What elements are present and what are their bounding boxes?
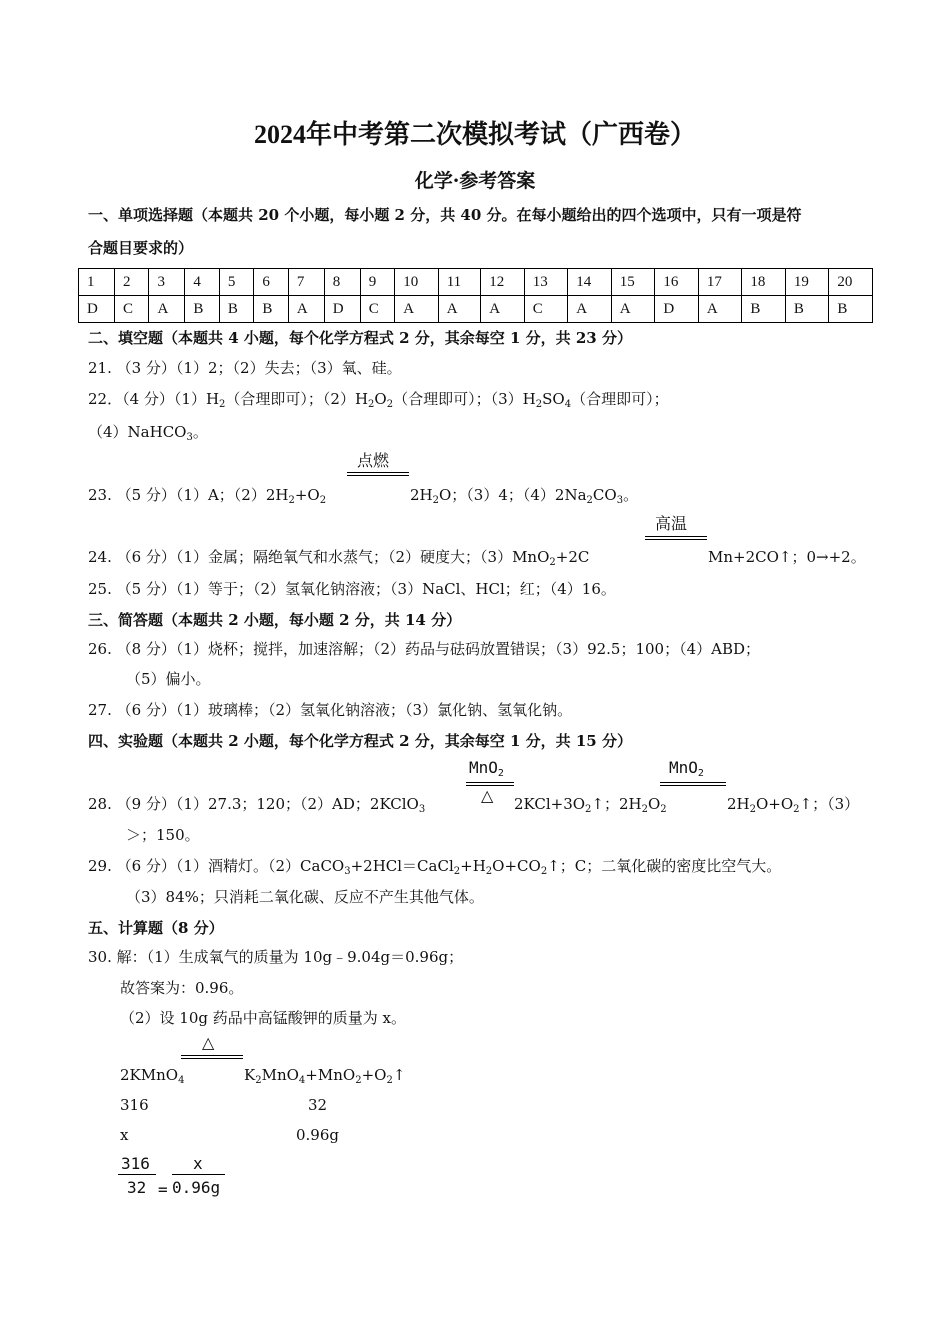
section-2-heading: 二、填空题（本题共 4 小题，每个化学方程式 2 分，其余每空 1 分，共 23 分） — [88, 329, 632, 347]
answer-choice-cell: A — [481, 296, 525, 323]
section-1-heading-cont: 合题目要求的） — [88, 239, 194, 257]
answer-27: 27. （6 分）（1）玻璃棒；（2）氢氧化钠溶液；（3）氯化钠、氢氧化钠。 — [88, 701, 573, 719]
question-number-cell: 6 — [254, 269, 288, 296]
answer-28-part3: $2H_2O+O_2↑$；（3） — [727, 795, 860, 815]
answer-28-part1: 28. （9 分）（1）27.3；120；（2）AD；2KClO$_3$ — [88, 795, 426, 815]
answer-24-part2: Mn+2CO↑；0→+2。 — [708, 548, 866, 566]
answer-choice-cell: A — [438, 296, 481, 323]
molar-mass-right: 32 — [308, 1096, 328, 1114]
answer-choice-cell: A — [395, 296, 439, 323]
answer-choice-cell: C — [360, 296, 394, 323]
question-number-cell: 16 — [655, 269, 699, 296]
reaction-equals-bar — [660, 782, 726, 786]
equation-reactant: 2KMnO$_4$ — [120, 1066, 185, 1086]
question-number-cell: 12 — [481, 269, 525, 296]
answer-23-part1: 23. （5 分）（1）A；$(2)2H_2+O_2$ — [88, 486, 327, 506]
answer-choice-cell: B — [742, 296, 786, 323]
question-number-cell: 18 — [742, 269, 786, 296]
question-number-cell: 2 — [114, 269, 148, 296]
answer-choice-cell: D — [79, 296, 115, 323]
answer-29: 29. （6 分）（1）酒精灯。$(2)CaCO_3+2HCl=CaCl_2+H_2O+CO_2↑$；C；二氧化碳的密度比空气大。 — [88, 857, 782, 877]
question-number-cell: 11 — [438, 269, 481, 296]
question-number-cell: 15 — [611, 269, 655, 296]
question-number-cell: 4 — [185, 269, 219, 296]
question-number-cell: 7 — [288, 269, 324, 296]
fraction-1-denominator: 32 — [127, 1178, 147, 1197]
answer-30-line2: 故答案为：0.96。 — [120, 979, 244, 997]
answer-21: 21. （3 分）（1）2；（2）失去；（3）氧、硅。 — [88, 359, 402, 377]
answer-choice-cell: B — [829, 296, 873, 323]
answer-choice-cell: A — [698, 296, 742, 323]
answer-choice-cell: B — [785, 296, 829, 323]
answer-22: 22．（4 分）$(1)H_2$（合理即可）；$(2)H_2O_2$（合理即可）；$(3)H_2SO_4$（合理即可）； — [88, 390, 669, 410]
question-number-cell: 20 — [829, 269, 873, 296]
answer-choice-cell: B — [254, 296, 288, 323]
question-number-cell: 5 — [219, 269, 253, 296]
fraction-2-denominator: 0.96g — [172, 1178, 221, 1197]
reaction-equals-bar — [645, 536, 707, 540]
fraction-2-bar — [172, 1174, 225, 1175]
answer-26-cont: （5）偏小。 — [126, 670, 211, 688]
unknown-left: x — [120, 1126, 129, 1144]
reaction-condition-catalyst: MnO$_2$ — [469, 758, 504, 779]
question-number-cell: 9 — [360, 269, 394, 296]
section-5-heading: 五、计算题（8 分） — [88, 919, 224, 937]
equation-products: $K_2MnO_4+MnO_2+O_2↑$ — [244, 1066, 406, 1086]
section-1-heading: 一、单项选择题（本题共 20 个小题，每小题 2 分，共 40 分。在每小题给出的四个选项中，只有一项是符 — [88, 206, 802, 224]
answer-28-cont: ＞；150。 — [126, 826, 200, 844]
section-3-heading: 三、简答题（本题共 2 小题，每小题 2 分，共 14 分） — [88, 611, 462, 629]
reaction-condition-ignite: 点燃 — [357, 451, 390, 470]
answer-choice-cell: C — [114, 296, 148, 323]
reaction-condition-catalyst: MnO$_2$ — [669, 758, 704, 779]
answer-25: 25. （5 分）（1）等于；（2）氢氧化钠溶液；（3）NaCl、HCl；红；（4）16。 — [88, 580, 616, 598]
question-number-cell: 19 — [785, 269, 829, 296]
question-number-cell: 14 — [568, 269, 612, 296]
section-4-heading: 四、实验题（本题共 2 小题，每个化学方程式 2 分，其余每空 1 分，共 15 分） — [88, 732, 632, 750]
fraction-2-numerator: x — [193, 1154, 203, 1173]
reaction-condition-heat: △ — [202, 1033, 215, 1052]
fraction-1-bar — [118, 1174, 156, 1175]
question-number-cell: 10 — [395, 269, 439, 296]
answer-table-number-row — [79, 269, 873, 296]
answer-30-line3: （2）设 10g 药品中高锰酸钾的质量为 x。 — [120, 1009, 406, 1027]
question-number-cell: 8 — [324, 269, 360, 296]
answer-23-part2: $2H_2O$；（3）4；$(4)2Na_2CO_3$。 — [410, 486, 639, 506]
answer-choice-cell: A — [149, 296, 185, 323]
question-number-cell: 1 — [79, 269, 115, 296]
question-number-cell: 17 — [698, 269, 742, 296]
known-right: 0.96g — [296, 1126, 340, 1144]
reaction-equals-bar — [181, 1055, 243, 1059]
fraction-1-numerator: 316 — [121, 1154, 150, 1173]
answer-choice-cell: A — [288, 296, 324, 323]
answer-choice-cell: C — [524, 296, 568, 323]
answer-choice-cell: A — [568, 296, 612, 323]
equals-sign: = — [158, 1180, 168, 1199]
page-title: 2024年中考第二次模拟考试（广西卷） — [253, 120, 696, 149]
answer-26: 26. （8 分）（1）烧杯；搅拌，加速溶解；（2）药品与砝码放置错误；（3）92.5；100；（4）ABD； — [88, 640, 761, 658]
answer-choice-cell: D — [324, 296, 360, 323]
reaction-condition-high-temp: 高温 — [655, 514, 688, 533]
answer-29-cont: （3）84%；只消耗二氧化碳、反应不产生其他气体。 — [126, 888, 484, 906]
answer-choice-cell: D — [655, 296, 699, 323]
page-subtitle: 化学·参考答案 — [414, 170, 536, 192]
answer-22-cont: （4）NaHCO$_3$。 — [88, 423, 208, 443]
answer-24-part1: 24. （6 分）（1）金属；隔绝氧气和水蒸气；（2）硬度大；（3）MnO$_2$+2C — [88, 548, 590, 568]
question-number-cell: 13 — [524, 269, 568, 296]
answer-table-answer-row — [79, 296, 873, 323]
question-number-cell: 3 — [149, 269, 185, 296]
answer-table — [78, 268, 873, 323]
answer-choice-cell: B — [185, 296, 219, 323]
answer-30-line1: 30. 解：（1）生成氧气的质量为 10g﹣9.04g＝0.96g； — [88, 948, 464, 966]
answer-choice-cell: B — [219, 296, 253, 323]
answer-28-part2: $2KCl+3O_2↑$；$2H_2O_2$ — [514, 795, 667, 815]
reaction-condition-heat: △ — [481, 786, 494, 805]
molar-mass-left: 316 — [120, 1096, 149, 1114]
reaction-equals-bar — [347, 472, 409, 476]
answer-choice-cell: A — [611, 296, 655, 323]
